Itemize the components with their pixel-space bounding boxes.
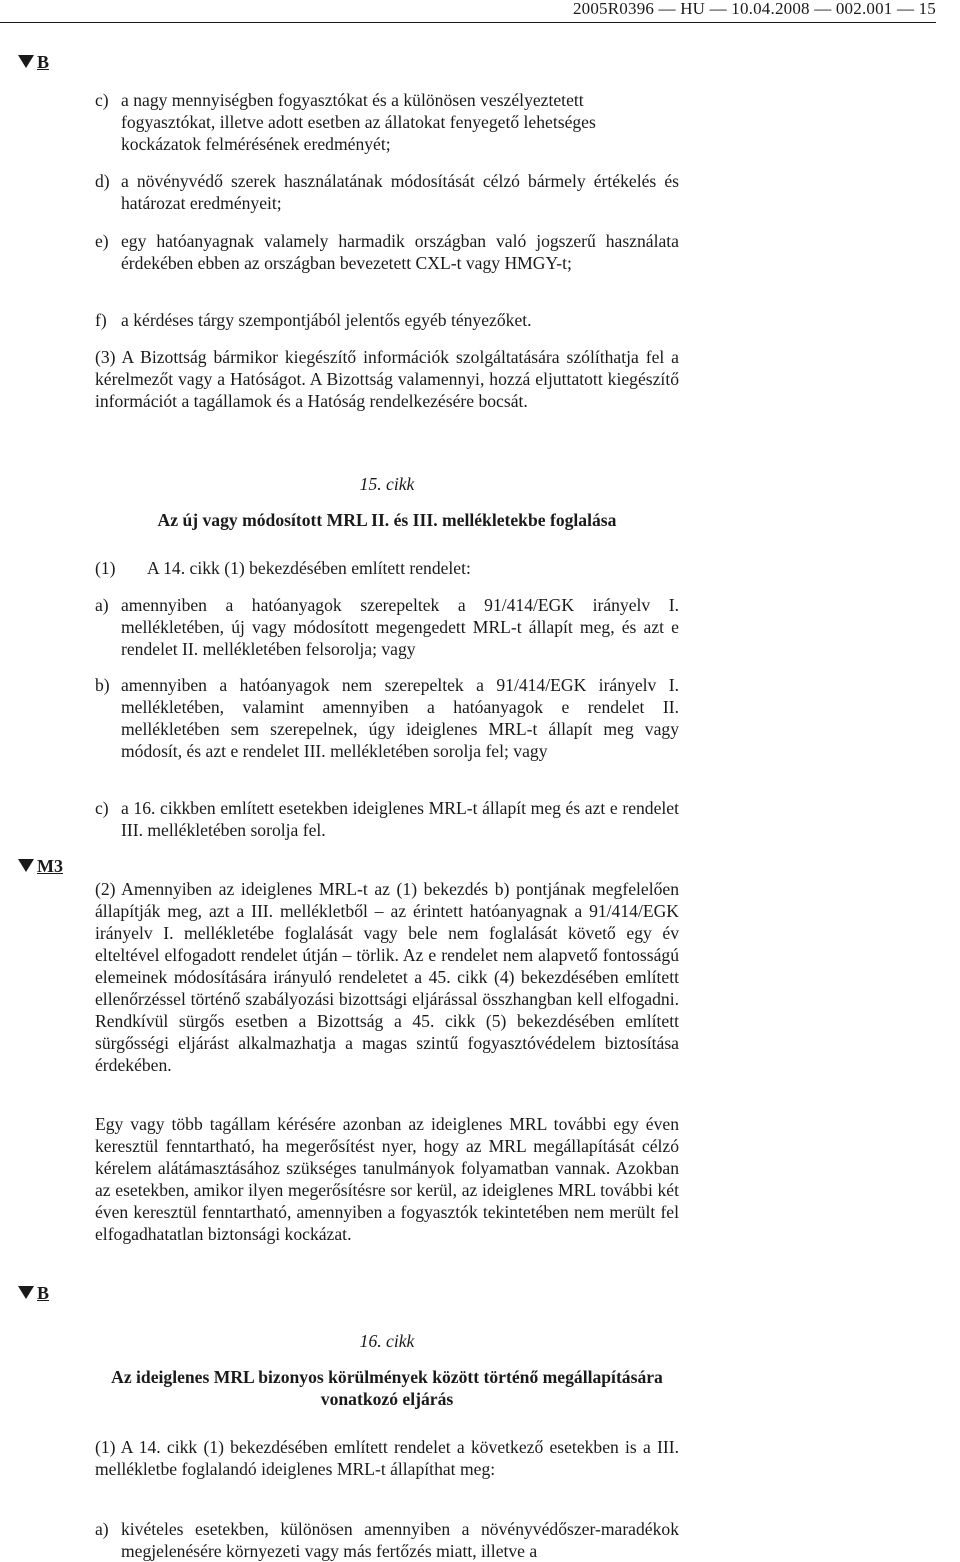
triangle-down-icon	[18, 859, 34, 872]
article-16-number: 16. cikk	[359, 1331, 415, 1351]
triangle-down-icon	[18, 55, 34, 68]
marker-b-bottom: B	[18, 1282, 49, 1304]
marker-b-top: B	[18, 51, 49, 73]
list-item: b) amennyiben a hatóanyagok nem szerepeltek a 91/414/EGK irányelv I. mellékletében, valamint amennyiben a hatóanyagok e rendelet II. mellékletében sem szerepelnek, úgy ideiglenes MRL-t állapít meg vagy módosít, és azt e rendelet III. mellékletében sorolja fel; vagy	[95, 675, 679, 761]
list-item: d) a növényvédő szerek használatának módosítását célzó bármely értékelés és határozat eredményeit;	[95, 171, 679, 213]
paragraph-1: (1) A 14. cikk (1) bekezdésében említett rendelet:	[95, 558, 471, 578]
paragraph-2: (2) Amennyiben az ideiglenes MRL-t az (1) bekezdés b) pontjának megfelelően állapítják meg, azt a III. mellékletből – az érintett hatóanyagnak a 91/414/EGK irányelv I. mellékletébe foglalását vagy bele nem foglalását követő egy év elteltével elfogadott rendelet útján – törlik. Az e rendelet nem alapvető fontosságú elemeinek módosítására irányuló rendeletet a 45. cikk (4) bekezdésében említett ellenőrzéssel történő szabályozási bizottsági eljárással összhangban kell elfogadni. Rendkívül sürgős esetben a Bizottság a 45. cikk (5) bekezdésében említett sürgősségi eljárást alkalmazhatja a magas szintű fogyasztóvédelem biztosítása érdekében.	[95, 879, 679, 1075]
marker-m3: M3	[18, 855, 63, 877]
article-16-title: Az ideiglenes MRL bizonyos körülmények között történő megállapítására vonatkozó eljárás	[111, 1367, 663, 1409]
list-item: a) amennyiben a hatóanyagok szerepeltek a 91/414/EGK irányelv I. mellékletében, új vagy módosított megengedett MRL-t állapít meg, és azt e rendelet II. mellékletében felsorolja; vagy	[95, 595, 679, 659]
list-item: f) a kérdéses tárgy szempontjából jelentős egyéb tényezőket.	[95, 310, 532, 330]
list-item: c) a 16. cikkben említett esetekben ideiglenes MRL-t állapít meg és azt e rendelet III. mellékletében sorolja fel.	[95, 798, 679, 840]
paragraph-2-continued: Egy vagy több tagállam kérésére azonban az ideiglenes MRL további egy éven keresztül fenntartható, ha megerősítést nyer, hogy az MRL megállapítását célzó kérelem alátámasztásához szükséges tanulmányok folyamatban vannak. Azokban az esetekben, amikor ilyen megerősítésre sor kerül, az ideiglenes MRL további két éven keresztül fenntartható, amennyiben a fogyasztók tekintetében nem merült fel elfogadhatatlan biztonsági kockázat.	[95, 1114, 679, 1244]
article-15-number: 15. cikk	[359, 474, 415, 494]
paragraph-3: (3) A Bizottság bármikor kiegészítő információk szolgáltatására szólíthatja fel a kérelmezőt vagy a Hatóságot. A Bizottság valamennyi, hozzá eljuttatott kiegészítő információt a tagállamok és a Hatóság rendelkezésére bocsát.	[95, 347, 679, 411]
article-15-title: Az új vagy módosított MRL II. és III. mellékletekbe foglalása	[157, 510, 617, 530]
list-item: e) egy hatóanyagnak valamely harmadik országban való jogszerű használata érdekében ebben az országban bevezetett CXL-t vagy HMGY-t;	[95, 231, 679, 273]
header-rule	[0, 22, 936, 23]
document-reference: 2005R0396 — HU — 10.04.2008 — 002.001 — 15	[572, 0, 936, 18]
list-item: c) a nagy mennyiségben fogyasztókat és a különösen veszélyeztetett fogyasztókat, illetve adott esetben az állatokat fenyegető lehetséges kockázatok felmérésének eredményét;	[95, 90, 596, 154]
list-item: a) kivételes esetekben, különösen amennyiben a növényvédőszer-maradékok megjelenésére környezeti vagy más fertőzés miatt, illetve a	[95, 1519, 679, 1561]
article-16-paragraph-1: (1) A 14. cikk (1) bekezdésében említett rendelet a következő esetekben is a III. mellékletbe foglalandó ideiglenes MRL-t állapíthat meg:	[95, 1437, 679, 1479]
triangle-down-icon	[18, 1286, 34, 1299]
